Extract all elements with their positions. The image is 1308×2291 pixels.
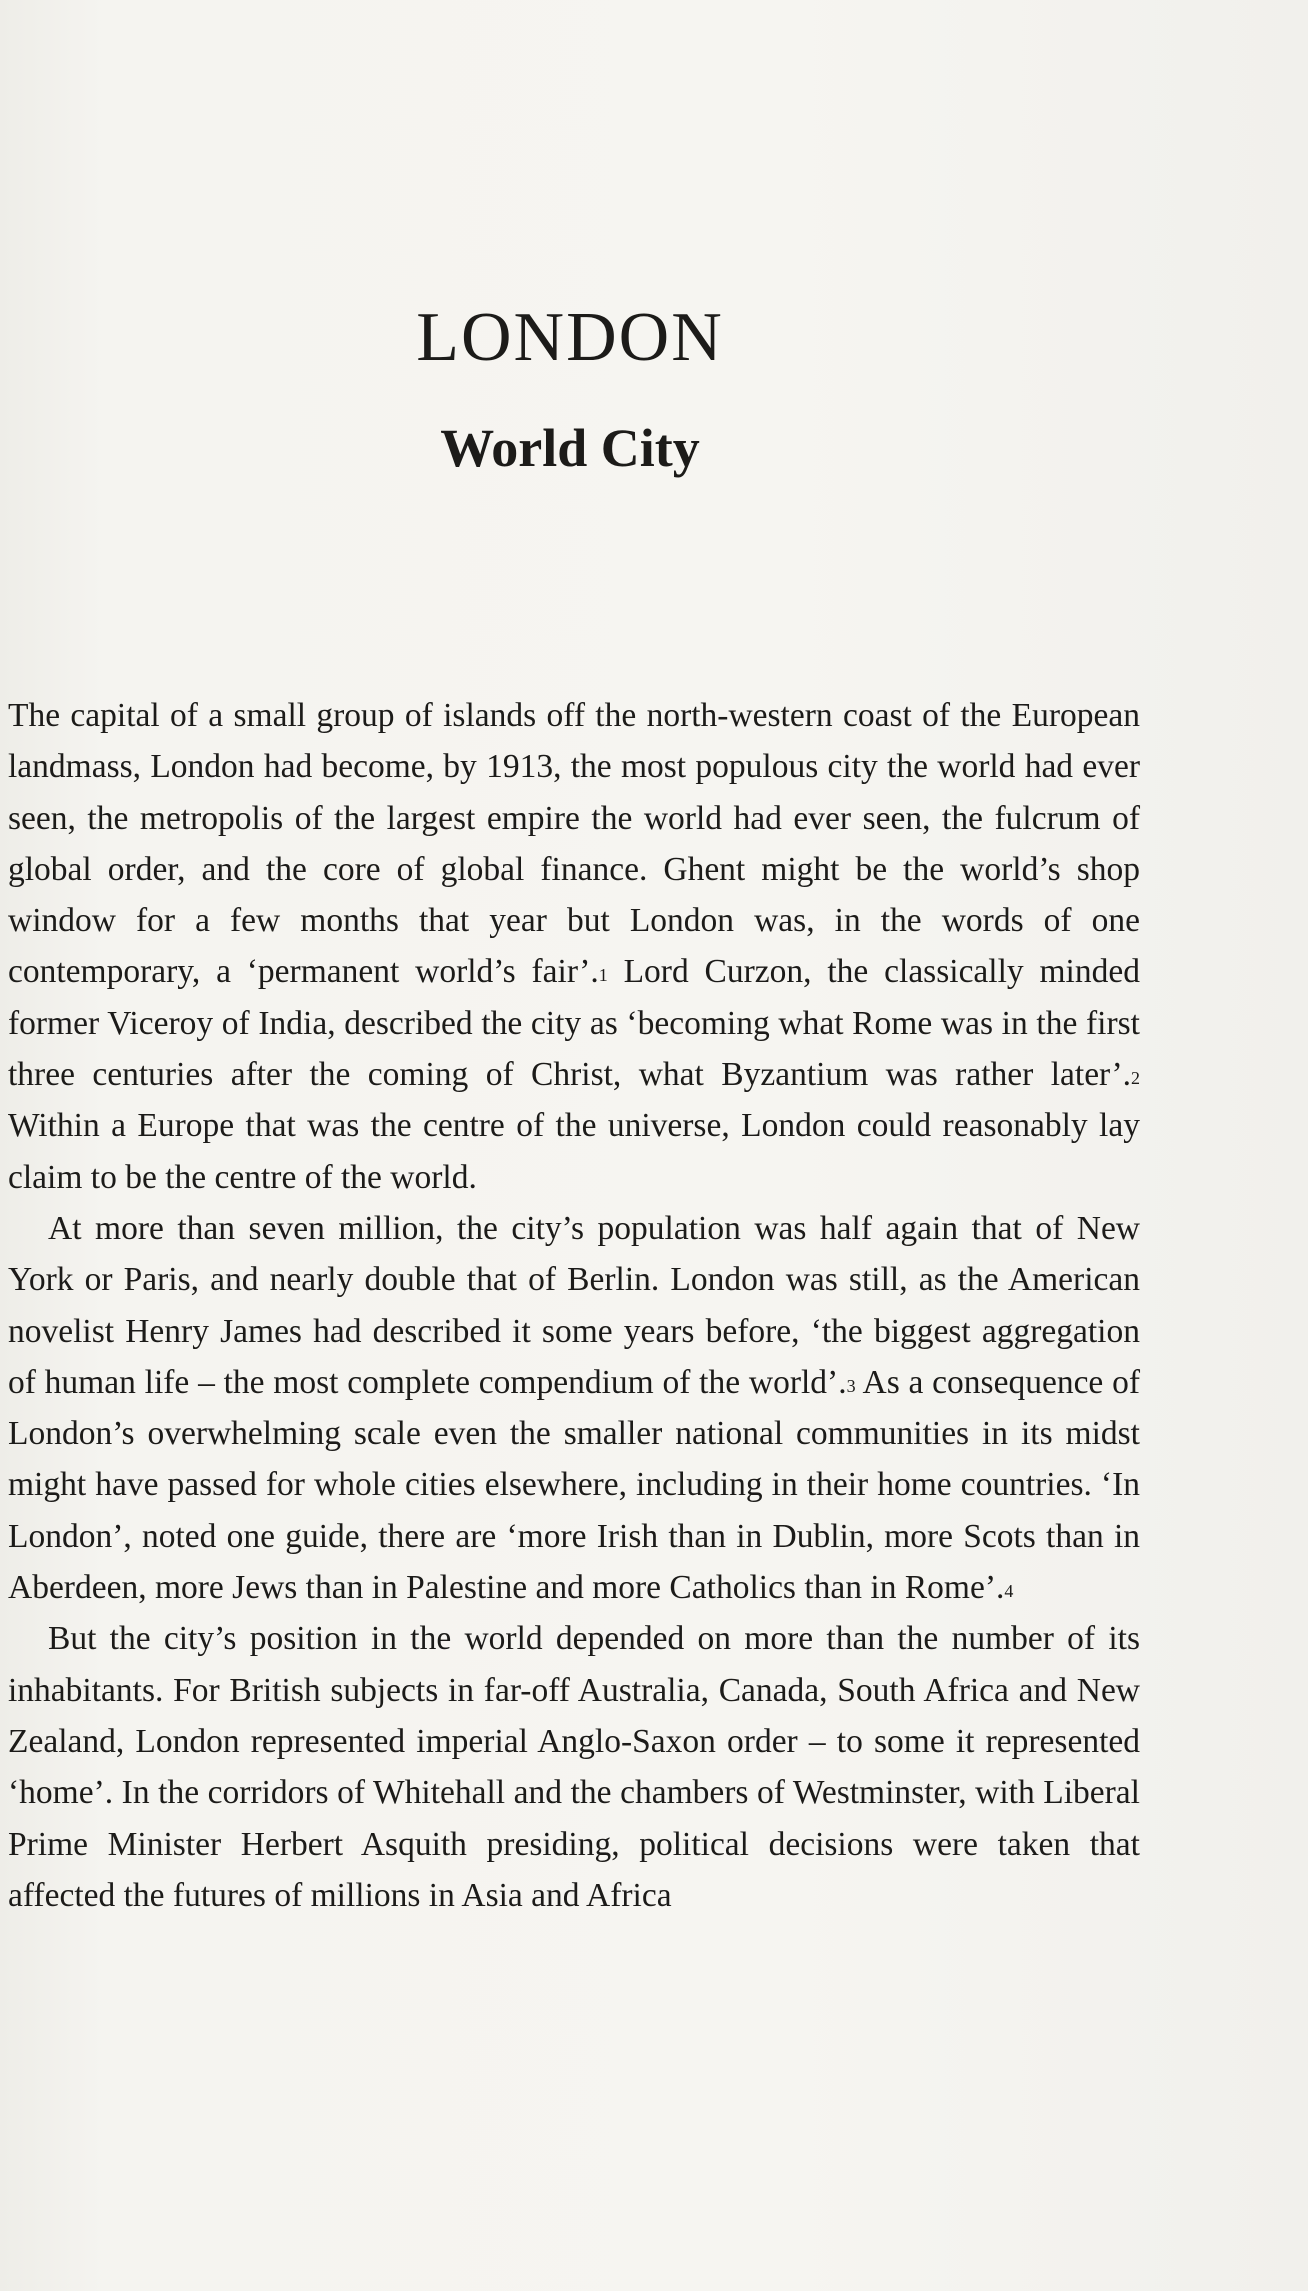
paragraph-text: At more than seven million, the city’s population was half again that of New York or Paris, and nearly double that of Berlin. London was still, as the American novelist Henry James had described it some years before, ‘the biggest aggregation of human life – the most complete compendium of the world’.	[8, 1209, 1140, 1401]
paragraph-text: But the city’s position in the world depended on more than the number of its inhabitants. For British subjects in far-off Australia, Canada, South Africa and New Zealand, London represented imperial Anglo-Saxon order – to some it represented ‘home’. In the corridors of Whitehall and the chambers of Westminster, with Liberal Prime Minister Herbert Asquith presiding, political decisions were taken that affected the futures of millions in Asia and Africa	[8, 1620, 1140, 1914]
footnote-marker[interactable]: 2	[1131, 1068, 1140, 1089]
chapter-subtitle: World City	[440, 418, 700, 478]
chapter-title: LONDON	[416, 299, 724, 376]
paragraph-text: As a consequence of London’s overwhelming scale even the smaller national communities in its midst might have passed for whole cities elsewhere, including in their home countries. ‘In London’, noted one guide, there are ‘more Irish than in Dublin, more Scots than in Aberdeen, more Jews than in Palestine and more Catholics than in Rome’.	[8, 1363, 1140, 1607]
paragraph-text: The capital of a small group of islands off the north-western coast of the European landmass, London had become, by 1913, the most populous city the world had ever seen, the metropolis of the largest empire the world had ever seen, the fulcrum of global order, and the core of global finance. Ghent might be the world’s shop window for a few months that year but London was, in the words of one contemporary, a ‘permanent world’s fair’.	[8, 697, 1140, 991]
paragraph	[8, 1613, 1140, 1921]
footnote-marker[interactable]: 3	[846, 1375, 856, 1396]
footnote-marker[interactable]: 1	[598, 965, 608, 986]
chapter-body	[8, 690, 1140, 1921]
paragraph	[8, 690, 1140, 1203]
paragraph-text: Within a Europe that was the centre of the universe, London could reasonably lay claim to be the centre of the world.	[8, 1107, 1140, 1196]
paragraph-text: Lord Curzon, the classically minded former Viceroy of India, described the city as ‘becoming what Rome was in the first three centuries after the coming of Christ, what Byzantium was rather later’.	[8, 953, 1140, 1094]
paragraph	[8, 1203, 1140, 1613]
footnote-marker[interactable]: 4	[1004, 1581, 1014, 1602]
